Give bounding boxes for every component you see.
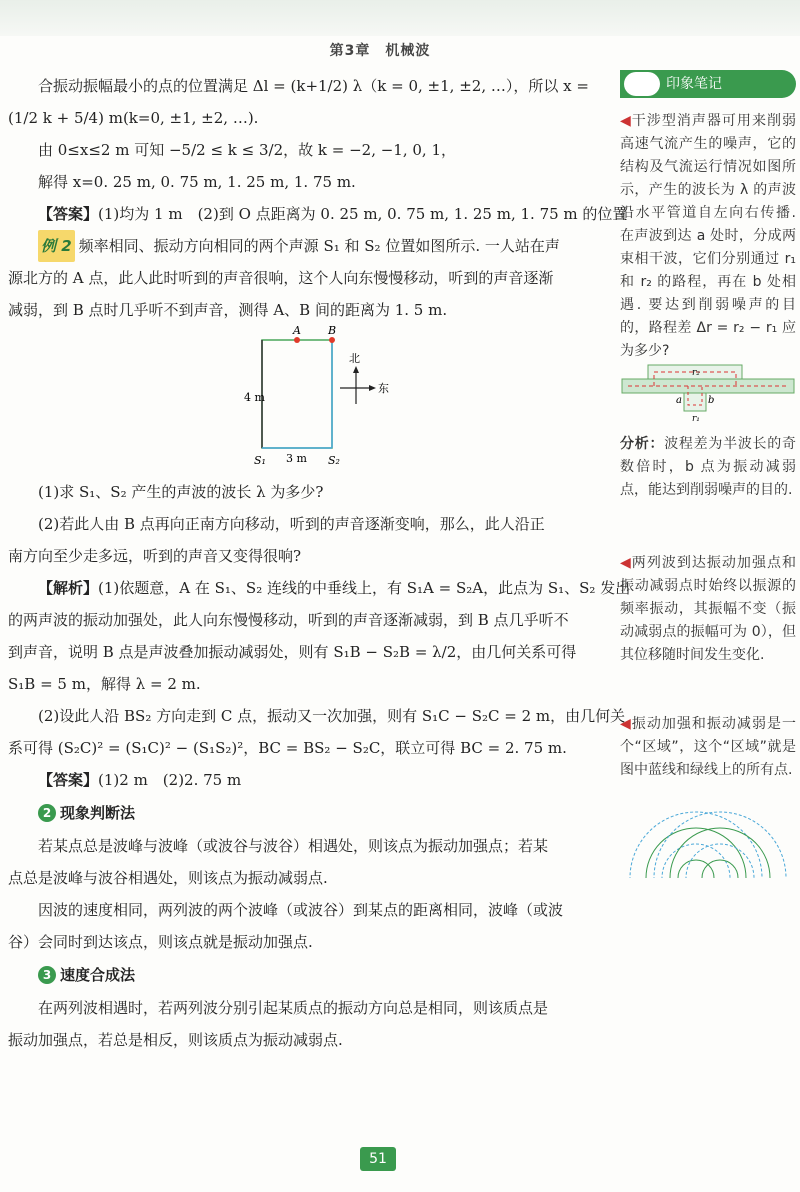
body-line: 振动加强点，若总是相反，则该质点为振动减弱点. — [8, 1031, 343, 1049]
body-line: 点总是波峰与波谷相遇处，则该点为振动减弱点. — [8, 869, 328, 887]
sidebar-title: 印象笔记 — [620, 70, 796, 98]
diagram-svg — [8, 326, 612, 476]
muffler-diagram — [620, 363, 796, 429]
analysis-line: 到声音，说明 B 点是声波叠加振动减弱处，则有 S₁B − S₂B = λ/2，由几何关系可得 — [8, 643, 577, 661]
body-line: 因波的速度相同，两列波的两个波峰（或波谷）到某点的距离相同，波峰（或波 — [38, 901, 564, 919]
answer-tag: 【答案】 — [38, 771, 99, 789]
answer-tag: 【答案】 — [38, 205, 99, 223]
analysis-line: (2)设此人沿 BS₂ 方向走到 C 点，振动又一次加强，则有 S₁C − S₂C = 2 m，由几何关 — [38, 707, 626, 725]
question-line: 南方向至少走多远，听到的声音又变得很响? — [8, 547, 302, 565]
question-line: (2)若此人由 B 点再向正南方向移动，听到的声音逐渐变响，那么，此人沿正 — [38, 515, 545, 533]
label-a: A — [293, 326, 301, 337]
sidebar-analysis: 分析：波程差为半波长的奇数倍时，b 点为振动减弱点，能达到削弱噪声的目的. — [620, 436, 797, 498]
example-line: 减弱，到 B 点时几乎听不到声音，测得 A、B 间的距离为 1. 5 m. — [8, 301, 448, 319]
section-2-heading: 2 现象判断法 — [8, 796, 612, 830]
section-number-badge: 3 — [38, 966, 56, 984]
section-3-heading: 3 速度合成法 — [8, 958, 612, 992]
text-line: (1/2 k + 5/4) m(k=0, ±1, ±2, …). — [8, 109, 259, 127]
main-column — [8, 70, 631, 1056]
triangle-marker-icon: ◀ — [620, 716, 632, 732]
sidebar-note-1: ◀干涉型消声器可用来削弱高速气流产生的噪声，它的结构及气流运行情况如图所示，产生的波长为 λ 的声波沿水平管道自左向右传播. 在声波到达 a 处时，分成两束相干波，它们分别通过 r₁ 和 r₂ 的路程，再在 b 处相遇. 要达到削弱噪声的目的，路程差 Δr = r₂ − r₁ 应为多少? — [620, 113, 796, 359]
label-a: a — [676, 395, 682, 406]
text-line: 合振动振幅最小的点的位置满足 Δl = (k+1/2) λ（k = 0, ±1, ±2, …），所以 x = — [38, 77, 589, 95]
label-s2: S₂ — [328, 454, 340, 467]
example-badge: 例 2 — [38, 230, 75, 262]
label-north: 北 — [349, 352, 360, 365]
analysis-line: 的两声波的振动加强处，此人向东慢慢移动，听到的声音逐渐减弱，到 B 点几乎听不 — [8, 611, 569, 629]
answer-2 — [8, 764, 612, 796]
triangle-marker-icon: ◀ — [620, 113, 632, 129]
body-line: 谷）会同时到达该点，则该点就是振动加强点. — [8, 933, 313, 951]
sidebar-note-2: ◀两列波到达振动加强点和振动减弱点时始终以振源的频率振动，其振幅不变（振动减弱点的振幅可为 0），但其位移随时间发生变化. — [620, 555, 796, 663]
question-line: (1)求 S₁、S₂ 产生的声波的波长 λ 为多少? — [38, 483, 324, 501]
label-r2: r₂ — [692, 368, 700, 378]
answer-1 — [8, 198, 628, 230]
triangle-marker-icon: ◀ — [620, 555, 632, 571]
interference-diagram — [620, 782, 796, 892]
answer-text: (1)均为 1 m (2)到 O 点距离为 0. 25 m, 0. 75 m, 1. 25 m, 1. 75 m 的位置 — [98, 205, 628, 223]
point-a-dot — [294, 337, 300, 343]
text-line: 由 0≤x≤2 m 可知 −5/2 ≤ k ≤ 3/2，故 k = −2, −1, 0, 1， — [38, 141, 457, 159]
analysis-line: 【解析】(1)依题意，A 在 S₁、S₂ 连线的中垂线上，有 S₁A = S₂A，此点为 S₁、S₂ 发出 — [8, 572, 612, 604]
section-number-badge: 2 — [38, 804, 56, 822]
sidebar-notes — [620, 70, 796, 896]
chapter-title: 第3章 机械波 — [329, 43, 431, 59]
label-3m: 3 m — [286, 452, 307, 465]
header-band — [0, 0, 800, 36]
label-b: b — [708, 395, 715, 406]
example-line: 源北方的 A 点，此人此时听到的声音很响，这个人向东慢慢移动，听到的声音逐渐 — [8, 269, 554, 287]
label-east: 东 — [378, 382, 389, 395]
label-b: B — [328, 326, 337, 337]
sidebar-note-3: ◀振动加强和振动减弱是一个“区域”，这个“区域”就是图中蓝线和绿线上的所有点. — [620, 716, 796, 778]
body-line: 在两列波相遇时，若两列波分别引起某质点的振动方向总是相同，则该质点是 — [38, 999, 549, 1017]
analysis-line: S₁B = 5 m，解得 λ = 2 m. — [8, 675, 201, 693]
example-line: 例 2 频率相同、振动方向相同的两个声源 S₁ 和 S₂ 位置如图所示. 一人站在声 — [8, 230, 612, 262]
label-s1: S₁ — [254, 454, 266, 467]
analysis-line: 系可得 (S₂C)² = (S₁C)² − (S₁S₂)²，BC = BS₂ − S₂C，联立可得 BC = 2. 75 m. — [8, 739, 567, 757]
point-b-dot — [329, 337, 335, 343]
body-line: 若某点总是波峰与波峰（或波谷与波谷）相遇处，则该点为振动加强点；若某 — [38, 837, 549, 855]
analysis-tag: 【解析】 — [38, 579, 99, 597]
answer-text: (1)2 m (2)2. 75 m — [98, 771, 242, 789]
elephant-icon — [624, 72, 660, 96]
label-r1: r₁ — [692, 414, 700, 424]
page-number: 51 — [360, 1147, 396, 1171]
text-line: 解得 x=0. 25 m, 0. 75 m, 1. 25 m, 1. 75 m. — [38, 173, 356, 191]
label-4m: 4 m — [244, 391, 265, 404]
source-diagram — [8, 326, 612, 476]
